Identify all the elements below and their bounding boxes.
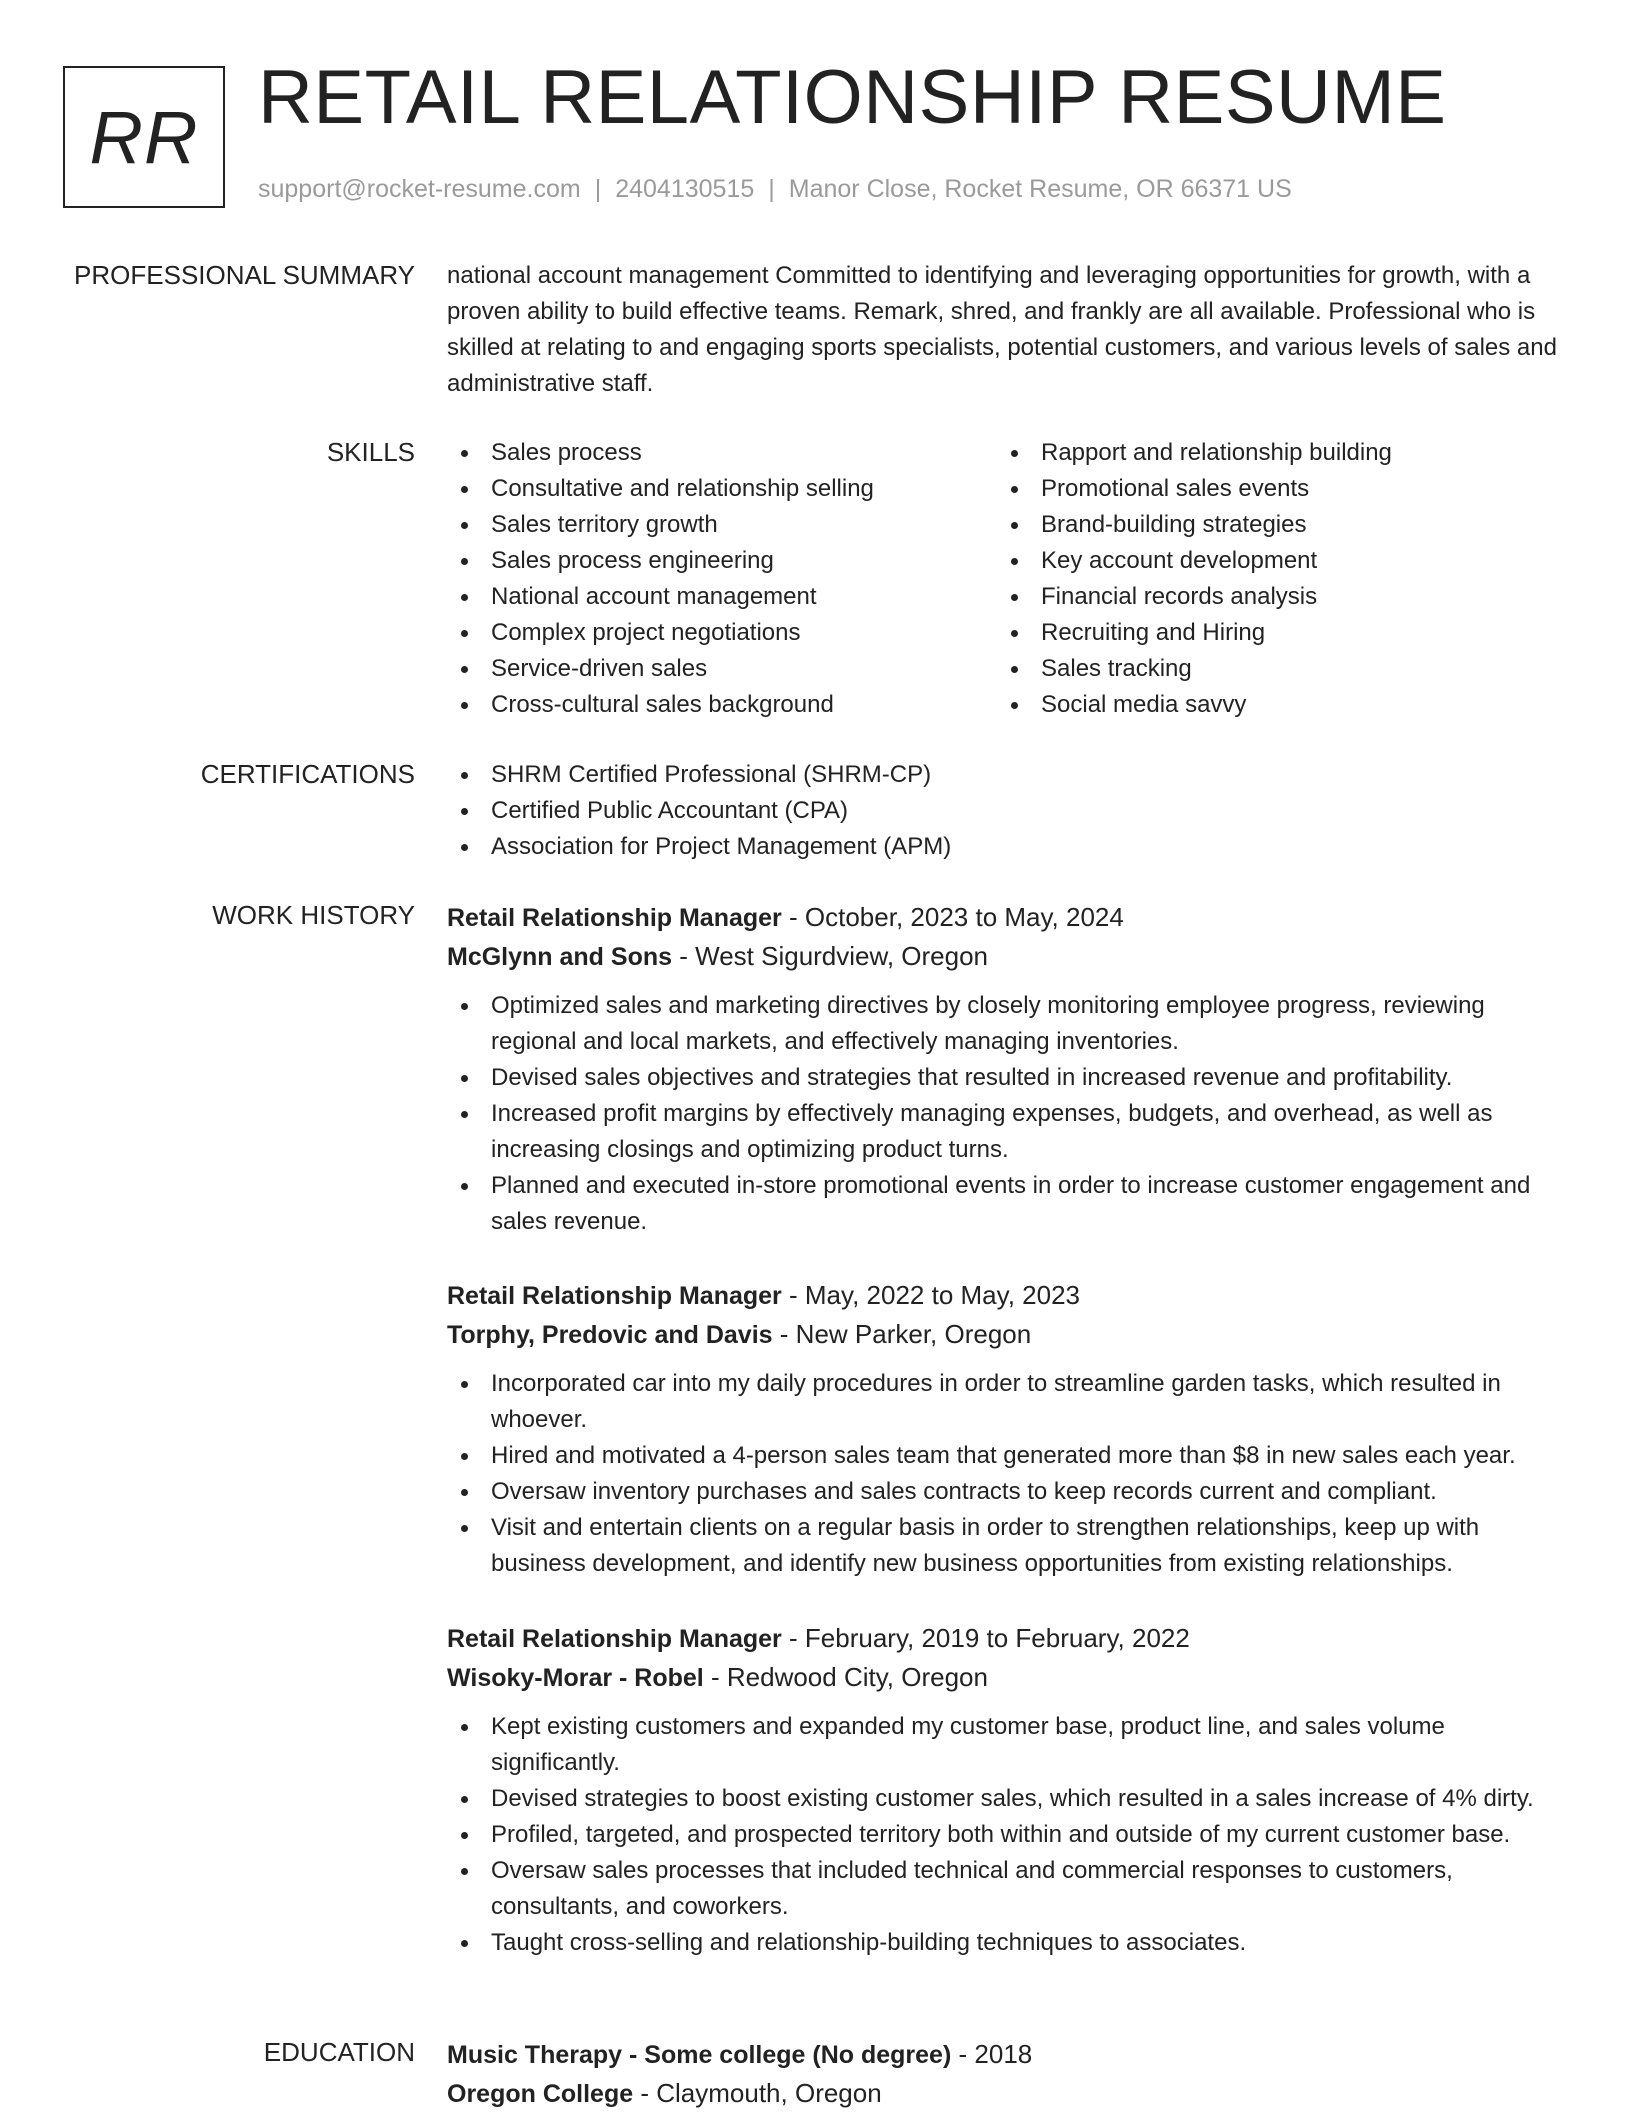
job-title-line [447, 1276, 1572, 1315]
job-bullet: Planned and executed in-store promotional events in order to increase customer engagement and sales revenue. [447, 1168, 1572, 1240]
job-bullet: Visit and entertain clients on a regular basis in order to strengthen relationships, keep up with business development, and identify new business opportunities from existing relationships. [447, 1510, 1572, 1582]
skill-item: Service-driven sales [447, 651, 997, 687]
job-bullets [447, 1366, 1572, 1582]
contact-phone: 2404130515 [615, 175, 755, 203]
education-school: Oregon College [447, 2080, 634, 2108]
job-bullet: Oversaw inventory purchases and sales contracts to keep records current and compliant. [447, 1474, 1572, 1510]
job-title-line [447, 1619, 1572, 1658]
education-degree-line [447, 2035, 1572, 2074]
resume-title: RETAIL RELATIONSHIP RESUME [258, 55, 1447, 140]
job-bullets [447, 988, 1572, 1240]
summary-label: PROFESSIONAL SUMMARY [74, 260, 415, 290]
summary-text: national account management Committed to identifying and leveraging opportunities for growth, with a proven ability to build effective teams. Remark, shred, and frankly are all available. Professional who is skilled at relating to and engaging sports specialists, potential customers, and various levels of sales and administrative staff. [447, 262, 1557, 397]
skills-list-right [997, 435, 1547, 723]
skills-list-left [447, 435, 997, 723]
job-dates: - October, 2023 to May, 2024 [781, 902, 1124, 932]
job-company: Torphy, Predovic and Davis [447, 1321, 773, 1349]
skill-item: Promotional sales events [997, 471, 1547, 507]
certification-item: SHRM Certified Professional (SHRM-CP) [447, 757, 1572, 793]
job-title-line [447, 898, 1572, 937]
monogram-initials: RR [89, 95, 199, 179]
skill-item: Cross-cultural sales background [447, 687, 997, 723]
job-bullet: Profiled, targeted, and prospected territory both within and outside of my current customer base. [447, 1817, 1572, 1853]
contact-email: support@rocket-resume.com [258, 175, 581, 203]
job-title: Retail Relationship Manager [447, 1625, 782, 1653]
skill-item: Brand-building strategies [997, 507, 1547, 543]
work-history-label: WORK HISTORY [212, 900, 415, 930]
skill-item: Key account development [997, 543, 1547, 579]
job-bullet: Taught cross-selling and relationship-building techniques to associates. [447, 1925, 1572, 1961]
job-bullet: Incorporated car into my daily procedures in order to streamline garden tasks, which resulted in whoever. [447, 1366, 1572, 1438]
job-title: Retail Relationship Manager [447, 1282, 782, 1310]
job-company-line [447, 1658, 1572, 1697]
job-entry [447, 1276, 1572, 1582]
skill-item: Sales process engineering [447, 543, 997, 579]
education-year: - 2018 [951, 2039, 1033, 2069]
skill-item: Complex project negotiations [447, 615, 997, 651]
job-bullet: Hired and motivated a 4-person sales team that generated more than $8 in new sales each year. [447, 1438, 1572, 1474]
contact-separator: | [768, 175, 775, 203]
job-bullet: Devised strategies to boost existing customer sales, which resulted in a sales increase of 4% dirty. [447, 1781, 1572, 1817]
skill-item: National account management [447, 579, 997, 615]
job-bullet: Kept existing customers and expanded my customer base, product line, and sales volume significantly. [447, 1709, 1572, 1781]
skill-item: Sales territory growth [447, 507, 997, 543]
job-bullet: Devised sales objectives and strategies that resulted in increased revenue and profitability. [447, 1060, 1572, 1096]
contact-line [258, 175, 1292, 204]
skill-item: Sales process [447, 435, 997, 471]
certification-item: Certified Public Accountant (CPA) [447, 793, 1572, 829]
contact-separator: | [594, 175, 602, 203]
job-bullets [447, 1709, 1572, 1961]
job-dates: - May, 2022 to May, 2023 [781, 1280, 1080, 1310]
job-location: - West Sigurdview, Oregon [672, 941, 989, 971]
job-bullet: Oversaw sales processes that included technical and commercial responses to customers, consultants, and coworkers. [447, 1853, 1572, 1925]
job-company: McGlynn and Sons [447, 943, 673, 971]
skill-item: Consultative and relationship selling [447, 471, 997, 507]
job-bullet: Increased profit margins by effectively managing expenses, budgets, and overhead, as well as increasing closings and optimizing product turns. [447, 1096, 1572, 1168]
certifications-label: CERTIFICATIONS [200, 759, 415, 789]
monogram-box [63, 66, 225, 208]
skill-item: Rapport and relationship building [997, 435, 1547, 471]
job-company-line [447, 937, 1572, 976]
skill-item: Sales tracking [997, 651, 1547, 687]
certification-item: Association for Project Management (APM) [447, 829, 1572, 865]
education-school-line [447, 2074, 1572, 2112]
job-company-line [447, 1315, 1572, 1354]
education-label: EDUCATION [263, 2037, 415, 2067]
skill-item: Recruiting and Hiring [997, 615, 1547, 651]
job-dates: - February, 2019 to February, 2022 [781, 1623, 1190, 1653]
contact-address: Manor Close, Rocket Resume, OR 66371 US [788, 175, 1292, 203]
job-location: - New Parker, Oregon [772, 1319, 1032, 1349]
skills-label: SKILLS [326, 437, 415, 467]
job-title: Retail Relationship Manager [447, 904, 782, 932]
education-location: - Claymouth, Oregon [633, 2078, 882, 2108]
certifications-body [447, 757, 1572, 865]
education-degree: Music Therapy - Some college (No degree) [447, 2041, 952, 2069]
job-company: Wisoky-Morar - Robel [447, 1664, 704, 1692]
job-bullet: Optimized sales and marketing directives by closely monitoring employee progress, reviewing regional and local markets, and effectively managing inventories. [447, 988, 1572, 1060]
skill-item: Financial records analysis [997, 579, 1547, 615]
job-entry [447, 898, 1572, 1240]
job-location: - Redwood City, Oregon [703, 1662, 988, 1692]
education-entry [447, 2035, 1572, 2112]
job-entry [447, 1619, 1572, 1961]
skill-item: Social media savvy [997, 687, 1547, 723]
skills-body [447, 435, 1572, 723]
